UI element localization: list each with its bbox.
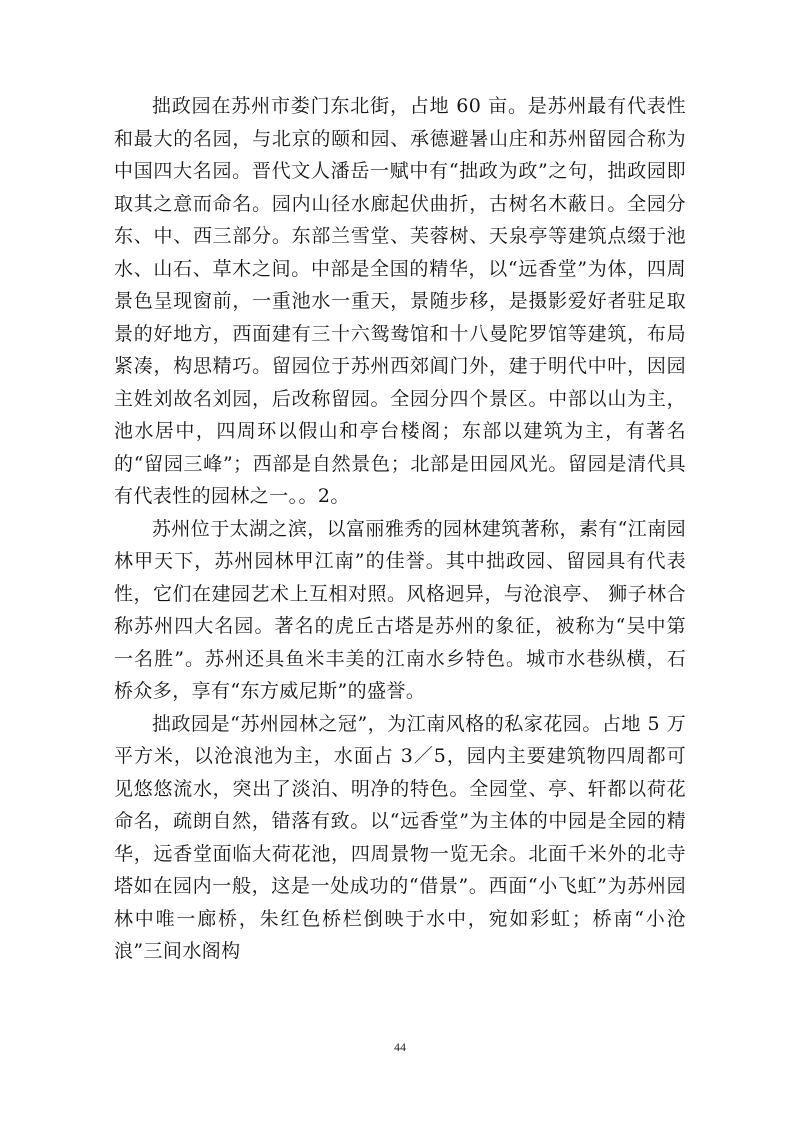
paragraph-zhuozheng-detail: 拙政园是“苏州园林之冠”，为江南风格的私家花园。占地 5 万平方米，以沧浪池为主，水面占 3／5，园内主要建筑物四周都可见悠悠流水，突出了淡泊、明净的特色。全园堂、亭、轩都以荷花命名，疏朗自然，错落有致。以“远香堂”为主体的中园是全园的精华，远香堂面临大荷花池，四周景物一览无余。北面千米外的北寺塔如在园内一般，这是一处成功的“借景”。西面“小飞虹”为苏州园林中唯一廊桥，朱红色桥栏倒映于水中，宛如彩虹；桥南“小沧浪”三间水阁构: [114, 712, 686, 962]
body-text: [114, 90, 686, 968]
paragraph-zhuozheng-liuyuan: 拙政园在苏州市娄门东北街，占地 60 亩。是苏州最有代表性和最大的名园，与北京的颐和园、承德避暑山庄和苏州留园合称为中国四大名园。晋代文人潘岳一赋中有“拙政为政”之句，拙政园即取其之意而命名。园内山径水廊起伏曲折，古树名木蔽日。全园分东、中、西三部分。东部兰雪堂、芙蓉树、天泉亭等建筑点缀于池水、山石、草木之间。中部是全国的精华，以“远香堂”为体，四周景色呈现窗前，一重池水一重天，景随步移，是摄影爱好者驻足取景的好地方，西面建有三十六鸳鸯馆和十八曼陀罗馆等建筑，布局紧凑，构思精巧。留园位于苏州西郊阊门外，建于明代中叶，因园主姓刘故名刘园，后改称留园。全园分四个景区。中部以山为主，池水居中，四周环以假山和亭台楼阁；东部以建筑为主，有著名的“留园三峰”；西部是自然景色；北部是田园风光。留园是清代具有代表性的园林之一。。2。: [114, 95, 686, 507]
paragraph-suzhou-overview: 苏州位于太湖之滨，以富丽雅秀的园林建筑著称，素有“江南园林甲天下，苏州园林甲江南”的佳誉。其中拙政园、留园具有代表性，它们在建园艺术上互相对照。风格迥异，与沧浪亭、 狮子林合称苏州四大名园。著名的虎丘古塔是苏州的象征，被称为“吴中第一名胜”。苏州还具鱼米丰美的江南水乡特色。城市水巷纵横，石桥众多，享有“东方威尼斯”的盛誉。: [114, 517, 686, 702]
page-number: 44: [394, 1040, 406, 1054]
